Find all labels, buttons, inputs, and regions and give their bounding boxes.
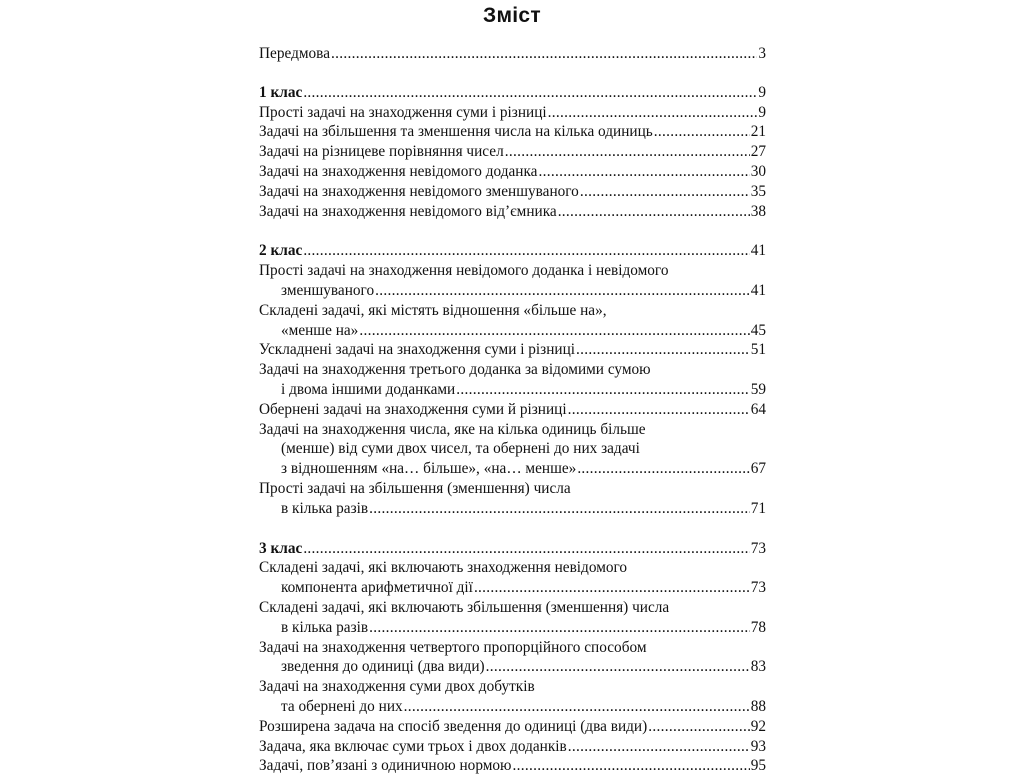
section-spacer [259,221,766,241]
toc-entry-text: Задачі на знаходження невідомого доданка [259,162,538,180]
section-heading-text: 2 клас [259,242,303,260]
page-number: 92 [750,717,766,735]
dot-leader [654,122,750,142]
page-number: 88 [750,697,766,715]
page-number: 9 [758,83,766,101]
dot-leader [303,241,749,261]
dot-leader [303,83,757,103]
toc-entry-text: «менше на» [281,321,359,339]
toc-entry-text: Прості задачі на збільшення (зменшення) числа [259,479,571,497]
toc-entry [259,420,766,479]
toc-entry-text: компонента арифметичної дії [281,579,473,597]
toc-entry-text: Прості задачі на знаходження суми і різниці [259,103,547,121]
toc-entry-text: Ускладнені задачі на знаходження суми і різниці [259,341,576,359]
toc-entry-text: Прості задачі на знаходження невідомого доданка і невідомого [259,262,669,280]
toc-entry [259,756,766,776]
dot-leader [538,162,749,182]
toc-entry [259,340,766,360]
table-of-contents [259,44,766,776]
toc-entry [259,202,766,222]
section-heading-text: 1 клас [259,83,303,101]
toc-entry-text: і двома іншими доданками [281,380,456,398]
page-number: 27 [750,143,766,161]
page-number: 51 [750,341,766,359]
dot-leader [474,578,750,598]
dot-leader [331,44,757,64]
toc-entry-text: Задачі на знаходження невідомого від’ємника [259,202,557,220]
section-spacer [259,519,766,539]
dot-leader [505,142,750,162]
toc-entry-text: Передмова [259,45,330,62]
toc-entry-text: (менше) від суми двох чисел, та обернені до них задачі [281,440,640,458]
page-number: 35 [750,182,766,200]
toc-entry [259,737,766,757]
toc-entry-text: Складені задачі, які включають збільшення (зменшення) числа [259,598,670,616]
toc-entry [259,122,766,142]
toc-entry-text: Розширена задача на спосіб зведення до одиниці (два види) [259,717,648,735]
toc-entry-text: Задачі на збільшення та зменшення числа на кілька одиниць [259,123,653,141]
page-number: 45 [750,321,766,339]
dot-leader [548,103,758,123]
toc-entry-text: Задачі на знаходження невідомого зменшуваного [259,182,579,200]
toc-entry-text: Задачі, пов’язані з одиничною нормою [259,757,512,775]
toc-entry-text: з відношенням «на… більше», «на… менше» [281,460,577,478]
toc-entry [259,717,766,737]
toc-entry-text: зведення до одиниці (два види) [281,658,485,676]
page-number: 41 [750,281,766,299]
dot-leader [404,697,750,717]
toc-entry [259,162,766,182]
page-number: 78 [750,618,766,636]
page-number: 21 [750,123,766,141]
toc-entry [259,677,766,717]
section-heading [259,241,766,261]
toc-entry-text: Задачі на різницеве порівняння чисел [259,143,504,161]
page-number: 73 [750,579,766,597]
toc-entry [259,301,766,341]
dot-leader [577,459,749,479]
toc-entry-preface [259,44,766,64]
dot-leader [456,380,749,400]
toc-entry-text: Задача, яка включає суми трьох і двох доданків [259,737,567,755]
page-number: 93 [750,737,766,755]
toc-entry [259,479,766,519]
toc-entry [259,103,766,123]
toc-entry-text: Задачі на знаходження суми двох добутків [259,678,535,696]
toc-entry [259,558,766,598]
toc-entry [259,400,766,420]
dot-leader [568,737,750,757]
page-number: 73 [750,539,766,557]
page-number: 64 [750,400,766,418]
toc-entry-text: та обернені до них [281,697,403,715]
toc-entry [259,182,766,202]
toc-entry [259,360,766,400]
dot-leader [648,717,750,737]
page-number: 3 [758,45,766,62]
dot-leader [568,400,750,420]
toc-entry [259,142,766,162]
toc-entry-text: Складені задачі, які включають знаходження невідомого [259,559,628,577]
section-heading [259,83,766,103]
dot-leader [359,321,749,341]
dot-leader [558,202,750,222]
page-number: 38 [750,202,766,220]
toc-entry-text: в кілька разів [281,499,369,517]
dot-leader [576,340,750,360]
dot-leader [580,182,750,202]
toc-entry-text: зменшуваного [281,281,375,299]
section-spacer [259,64,766,83]
page-number: 83 [750,658,766,676]
dot-leader [303,539,749,559]
dot-leader [369,618,750,638]
dot-leader [375,281,750,301]
toc-entry [259,598,766,638]
toc-entry-text: в кілька разів [281,618,369,636]
dot-leader [369,499,750,519]
toc-entry-text: Складені задачі, які містять відношення «більше на», [259,301,607,319]
page-number: 95 [750,757,766,775]
page-number: 59 [750,380,766,398]
dot-leader [513,756,750,776]
toc-entry [259,638,766,678]
dot-leader [486,657,750,677]
section-heading [259,539,766,559]
toc-entry [259,261,766,301]
toc-entry-text: Задачі на знаходження третього доданка за відомими сумою [259,361,651,379]
page-number: 30 [750,162,766,180]
toc-entry-text: Задачі на знаходження четвертого пропорційного способом [259,638,647,656]
page-number: 41 [750,242,766,260]
page-number: 9 [758,103,766,121]
page-number: 67 [750,460,766,478]
page-title: Зміст [483,4,541,27]
page-number: 71 [750,499,766,517]
toc-entry-text: Обернені задачі на знаходження суми й різниці [259,400,567,418]
toc-entry-text: Задачі на знаходження числа, яке на кілька одиниць більше [259,420,646,438]
section-heading-text: 3 клас [259,539,303,557]
